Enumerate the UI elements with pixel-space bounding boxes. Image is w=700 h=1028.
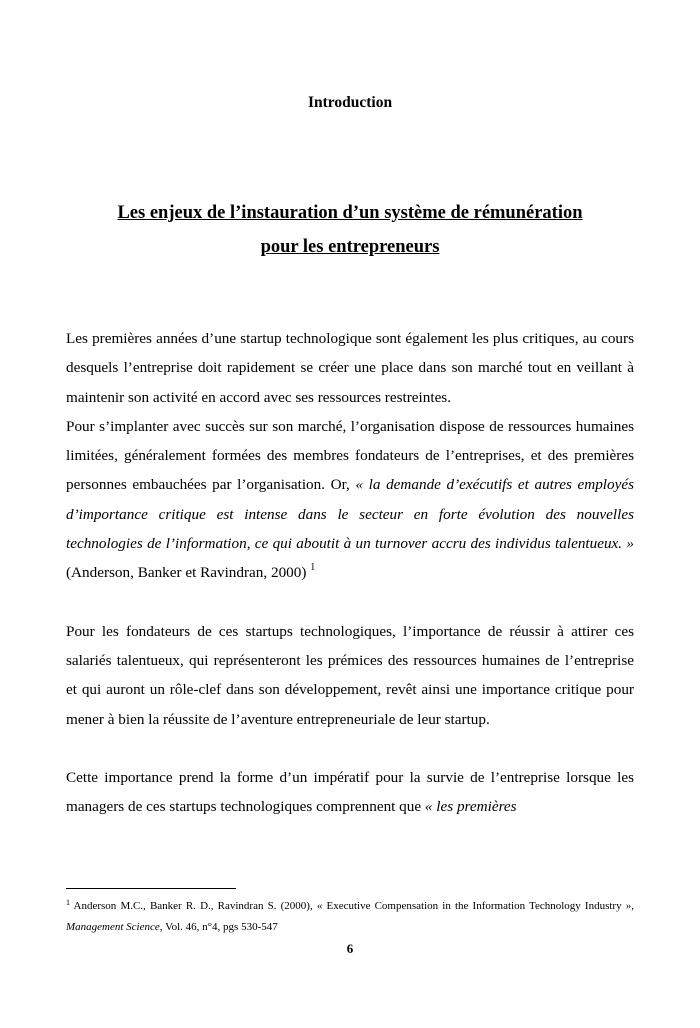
paragraph-2-intro: Pour s’implanter avec succès sur son marché, l’organisation dispose de ressources humaines limitées, généralement formées des membres fondateurs de l’entreprises, et des premières personnes embauchées par l’organisation. Or, [66, 417, 634, 494]
main-title-line-2: pour les entrepreneurs [260, 237, 440, 257]
footnote [66, 896, 634, 938]
footnote-text-after: , Vol. 46, n°4, pgs 530-547 [159, 921, 278, 933]
paragraph-3: Pour les fondateurs de ces startups technologiques, l’importance de réussir à attirer ces salariés talentueux, qui représenteront les prémices des ressources humaines de l’entreprise et qui auront un rôle-clef dans son développement, revêt ainsi une importance critique pour mener à bien la réussite de l’aventure entrepreneuriale de leur startup. [66, 622, 634, 728]
footnote-journal: Management Science [66, 921, 160, 933]
paragraph-2 [66, 412, 634, 588]
paragraph-4-intro: Cette importance prend la forme d’un impératif pour la survie de l’entreprise lorsque les managers de ces startups technologiques comprennent que [66, 768, 634, 816]
paragraph-2-citation: (Anderson, Banker et Ravindran, 2000) [66, 564, 311, 582]
footnote-text-before: Anderson M.C., Banker R. D., Ravindran S. (2000), « Executive Compensation in the Information Technology Industry », [70, 900, 634, 912]
body-text [66, 324, 634, 821]
paragraph-4 [66, 763, 634, 822]
main-title-line-1: Les enjeux de l’instauration d’un système de rémunération [117, 203, 583, 223]
page-number: 6 [346, 941, 354, 956]
main-title [60, 196, 640, 264]
footnote-reference: 1 [310, 562, 316, 574]
section-title: Introduction [307, 94, 393, 111]
paragraph-2-quote: « la demande d’exécutifs et autres employés d’importance critique est intense dans le secteur en forte évolution des nouvelles technologies de l’information, ce qui aboutit à un turnover accru des individus talentueux. » [66, 476, 634, 553]
paragraph-4-quote: « les premières [424, 798, 517, 816]
footnote-number: 1 [66, 898, 70, 907]
footnote-separator [66, 888, 236, 889]
paragraph-1: Les premières années d’une startup technologique sont également les plus critiques, au cours desquels l’entreprise doit rapidement se créer une place dans son marché tout en veillant à maintenir son activité en accord avec ses ressources restreintes. [66, 330, 634, 406]
